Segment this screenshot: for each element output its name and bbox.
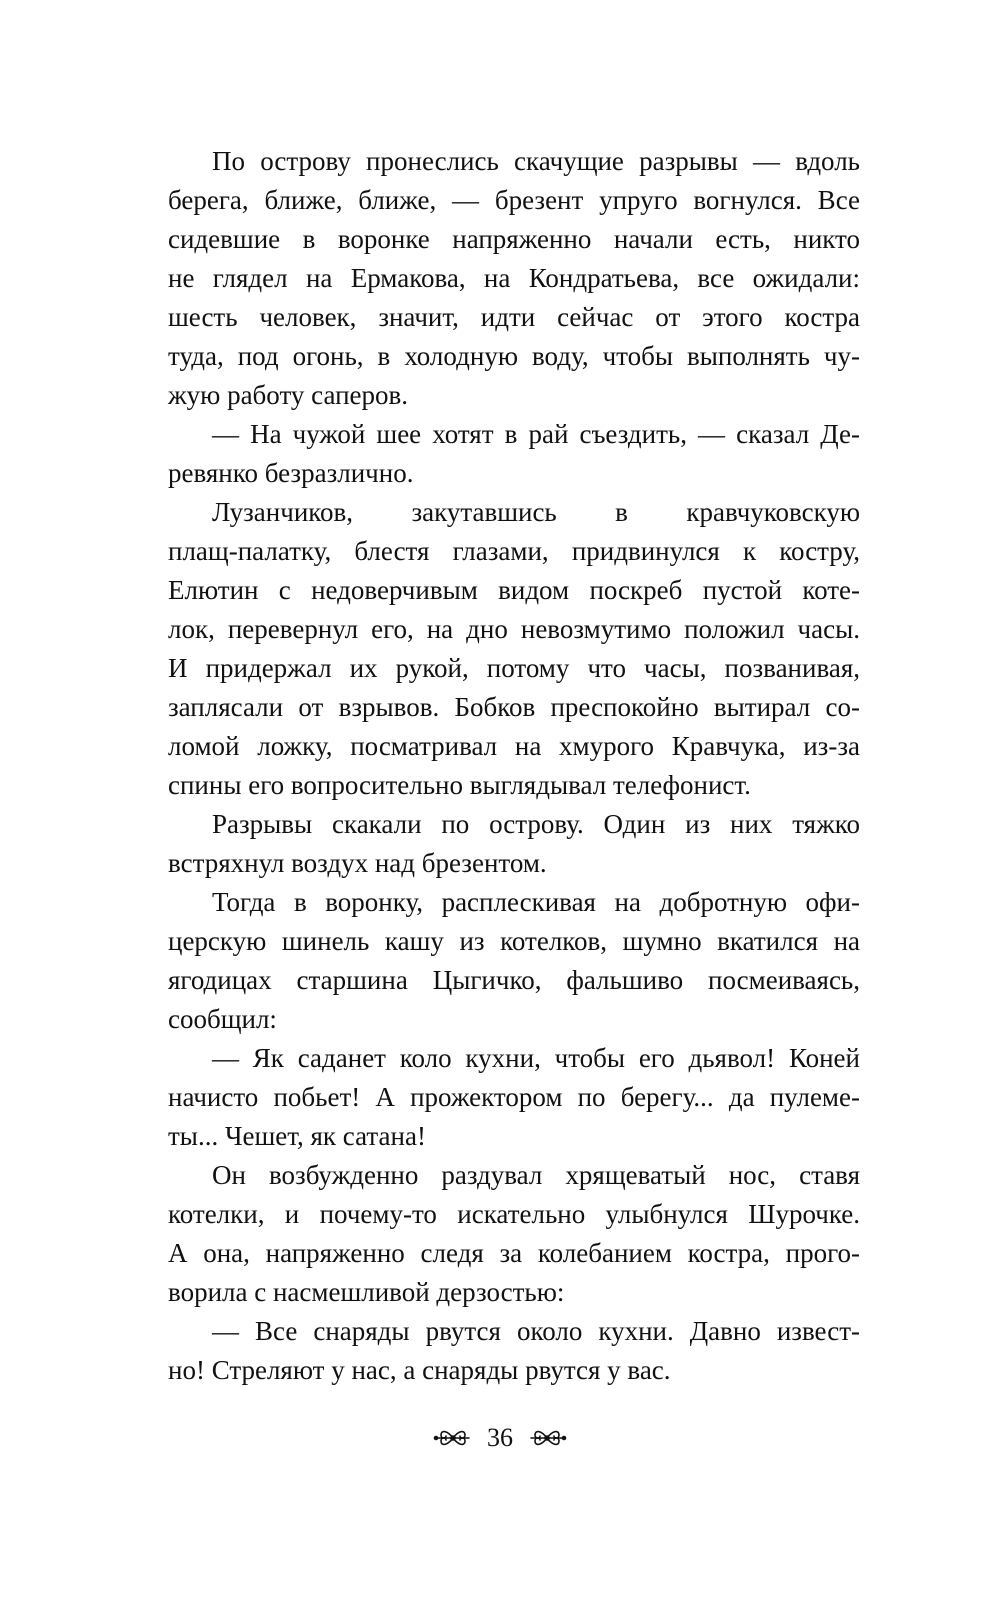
text-line: но! Стреляют у нас, а снаряды рвутся у вас. xyxy=(168,1355,671,1385)
text-line: — Як саданет коло кухни, чтобы его дьявол! Коней xyxy=(212,1043,860,1073)
text-line: лок, перевернул его, на дно невозмутимо положил часы. xyxy=(168,614,860,644)
text-line: встряхнул воздух над брезентом. xyxy=(168,848,547,878)
text-line: ревянко безразлично. xyxy=(168,458,414,488)
text-line: сообщил: xyxy=(168,1004,277,1034)
text-line: котелки, и почему-то искательно улыбнулся Шурочке. xyxy=(168,1199,860,1229)
text-line: — Все снаряды рвутся около кухни. Давно извест- xyxy=(212,1316,860,1346)
text-line: ягодицах старшина Цыгичко, фальшиво посмеиваясь, xyxy=(168,965,860,995)
text-line: не глядел на Ермакова, на Кондратьева, все ожидали: xyxy=(168,263,860,293)
page-text xyxy=(168,142,860,1390)
text-line: А она, напряженно следя за колебанием костра, прого- xyxy=(168,1238,860,1268)
text-line: Лузанчиков, закутавшись в кравчуковскую xyxy=(212,497,860,527)
text-line: начисто побьет! А прожектором по берегу... да пулеме- xyxy=(168,1082,860,1112)
text-line: — На чужой шее хотят в рай съездить, — сказал Де- xyxy=(212,419,860,449)
text-line: церскую шинель кашу из котелков, шумно вкатился на xyxy=(168,926,860,956)
fleuron-left-icon xyxy=(433,1424,473,1452)
text-line: ворила с насмешливой дерзостью: xyxy=(168,1277,565,1307)
text-line: ты... Чешет, як сатана! xyxy=(168,1121,426,1151)
text-line: Он возбужденно раздувал хрящеватый нос, ставя xyxy=(212,1160,860,1190)
text-line: заплясали от взрывов. Бобков преспокойно вытирал со- xyxy=(168,692,860,722)
text-line: шесть человек, значит, идти сейчас от этого костра xyxy=(168,302,860,332)
text-line: ломой ложку, посматривал на хмурого Кравчука, из-за xyxy=(168,731,860,761)
text-line: берега, ближе, ближе, — брезент упруго вогнулся. Все xyxy=(168,185,860,215)
text-line: Елютин с недоверчивым видом поскреб пустой коте- xyxy=(168,575,860,605)
page-number: 36 xyxy=(487,1423,513,1452)
text-line: Тогда в воронку, расплескивая на добротную офи- xyxy=(212,887,860,917)
text-line: И придержал их рукой, потому что часы, позванивая, xyxy=(168,653,860,683)
text-line: По острову пронеслись скачущие разрывы — вдоль xyxy=(212,146,860,176)
text-line: спины его вопросительно выглядывал телефонист. xyxy=(168,770,751,800)
text-line: Разрывы скакали по острову. Один из них тяжко xyxy=(212,809,860,839)
text-line: туда, под огонь, в холодную воду, чтобы выполнять чу- xyxy=(168,341,860,371)
page-footer xyxy=(0,1418,1000,1458)
text-line: жую работу саперов. xyxy=(168,380,409,410)
text-line: сидевшие в воронке напряженно начали есть, никто xyxy=(168,224,860,254)
fleuron-right-icon xyxy=(527,1424,567,1452)
text-line: плащ-палатку, блестя глазами, придвинулся к костру, xyxy=(168,536,860,566)
